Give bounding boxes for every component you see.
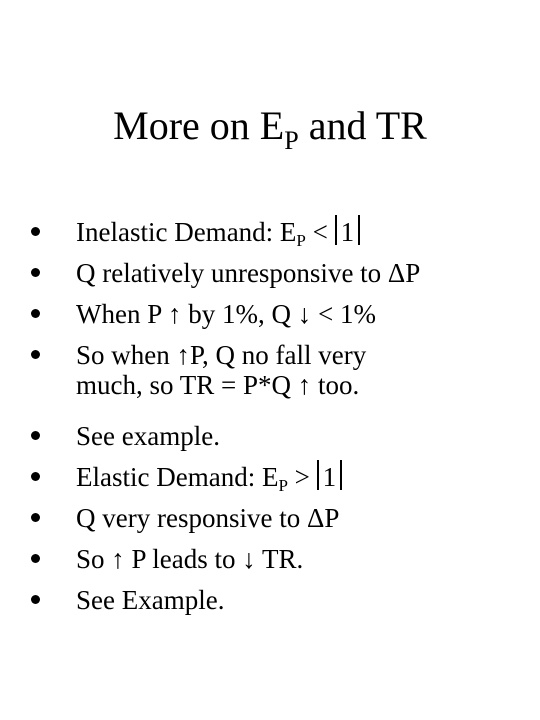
absolute-value-number: 1 <box>322 462 337 492</box>
title-tail: and TR <box>298 103 427 148</box>
bullet-text-pre: Elastic Demand: E <box>76 462 279 492</box>
bullet-text: See Example. <box>76 585 225 615</box>
absolute-value-number: 1 <box>340 217 355 247</box>
bullet-dot-icon <box>31 513 40 522</box>
bullet-operator: > <box>287 462 317 492</box>
bullet-dot-icon <box>31 431 40 440</box>
bullet-dot-icon <box>31 554 40 563</box>
bullet-text-line1: So when ↑P, Q no fall very <box>76 340 367 370</box>
bullet-dot-icon <box>31 472 40 481</box>
bullet-text: Q very responsive to ΔP <box>76 503 340 533</box>
bullet-text: Q relatively unresponsive to ΔP <box>76 258 421 288</box>
bullet-text: So ↑ P leads to ↓ TR. <box>76 544 304 574</box>
bullet-subscript: P <box>296 231 306 250</box>
bullet-dot-icon <box>31 268 40 277</box>
title-subscript: P <box>284 126 299 155</box>
absolute-value <box>335 217 361 247</box>
bullet-operator: < <box>305 217 335 247</box>
absolute-value <box>317 462 343 492</box>
bullet-dot-icon <box>31 309 40 318</box>
bullet-text <box>76 217 360 251</box>
bullet-text-pre: Inelastic Demand: E <box>76 217 297 247</box>
bullet-subscript: P <box>278 476 288 495</box>
bullet-text: When P ↑ by 1%, Q ↓ < 1% <box>76 299 376 329</box>
bullet-text-line2: much, so TR = P*Q ↑ too. <box>76 370 360 400</box>
title-main: More on E <box>113 103 285 148</box>
bullet-dot-icon <box>31 350 40 359</box>
bullet-dot-icon <box>31 595 40 604</box>
bullet-text: See example. <box>76 421 220 451</box>
bullet-dot-icon <box>31 227 40 236</box>
bullet-text <box>76 462 342 496</box>
